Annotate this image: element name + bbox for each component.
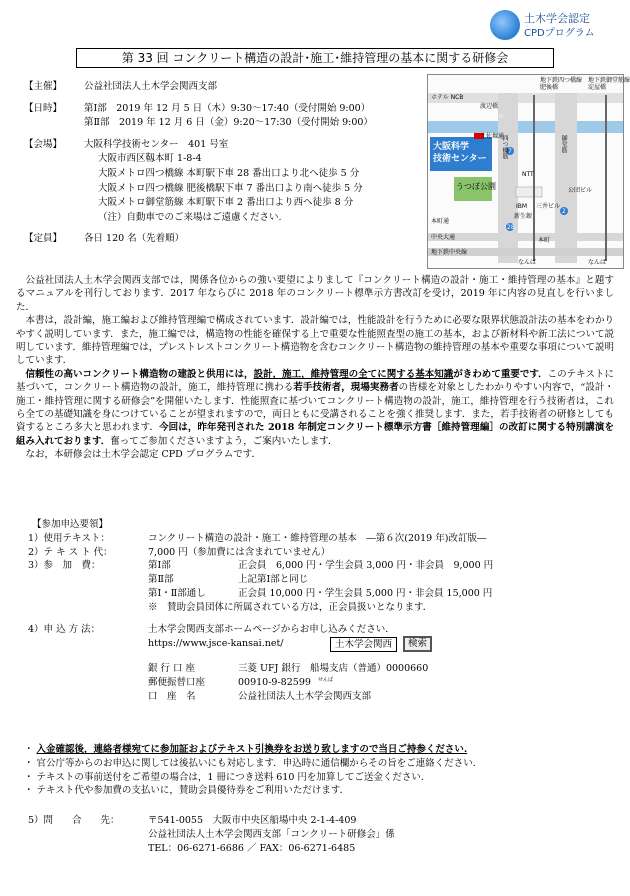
map-label: 大阪科学 <box>433 142 470 152</box>
map-label: 本町 <box>538 237 551 244</box>
event-info <box>24 80 424 247</box>
text-price-label: 2）テ キ ス ト 代： <box>28 546 113 558</box>
map-label: 新日鉄興和ビル <box>462 113 505 120</box>
venue4: 大阪メトロ四つ橋線 肥後橋駅下車 7 番出口より南へ徒歩 5 分 <box>98 182 363 194</box>
map-label: ホテル NCB <box>431 94 464 101</box>
text-value: コンクリート構造の設計・施工・維持管理の基本 ―第６次(2019 年)改訂版― <box>148 532 487 544</box>
map-label: 地下鉄四つ橋線 <box>540 77 583 84</box>
contact <box>28 814 618 855</box>
venue-label: 【会場】 <box>24 138 63 150</box>
page-title: 第 33 回 コンクリート構造の設計･施工･維持管理の基本に関する研修会 <box>76 48 554 68</box>
postal-value: 00910-9-82599 <box>238 677 311 689</box>
map-label: 御堂筋 <box>560 135 568 153</box>
p3-bold-e: 若手技術者，現場実務者 <box>293 382 399 394</box>
contact-address: 〒541-0055 大阪市中央区船場中央 2-1-4-409 <box>148 815 357 826</box>
notes <box>24 743 618 798</box>
fee-both: 第Ⅰ・Ⅱ部通し <box>148 587 206 599</box>
intro-text <box>16 274 614 462</box>
application-section <box>28 518 618 704</box>
map-label: NTT <box>522 171 534 178</box>
map-label: 地下鉄中央線 <box>431 249 468 256</box>
p3-underline: 設計，施工，維持管理の全てに関する基本知識 <box>253 368 454 380</box>
paragraph-2: 本書は，設計編，施工編および維持管理編で構成されています．設計編では，性能設計を行うために必要な限界状態設計法の基本をわかりやすく説明しています．また，施工編では，構造物の性能を確保する上で重要な性能照査型の施工の基本，および新材料や新工法について説明しています．維持管理編では，プレストレストコンクリート構造物を含むコンクリート構造物の維持管理の基本や重要な事項について説明しています． <box>16 315 614 367</box>
host-value: 公益社団法人土木学会関西支部 <box>84 81 218 92</box>
map-label: 2 <box>562 208 566 215</box>
venue2: 大阪市西区靱本町 1-8-4 <box>98 153 202 165</box>
map-label: なんば <box>588 259 607 266</box>
method-value: 土木学会関西支部ホームページからお申し込みください． <box>148 623 395 635</box>
venue5: 大阪メトロ御堂筋線 本町駅下車 2 番出口より西へ徒歩 8 分 <box>98 197 354 209</box>
p3-bold-a: 信頼性の高いコンクリート構造物の建設と供用には， <box>25 368 254 380</box>
map-label: 四つ橋筋 <box>501 135 509 159</box>
note-item: ・ テキストの事前送付をご希望の場合は，1 冊につき送料 610 円を加算してご送金ください． <box>24 771 431 783</box>
fee-label: 3）参 加 費： <box>28 560 101 572</box>
bank-value: 三菱 UFJ 銀行 船場支店（普通）0000660 <box>238 663 429 675</box>
logo-line1: 土木学会認定 <box>524 12 590 25</box>
text-label: 1）使用テキスト： <box>28 532 110 544</box>
account-name-label: 口 座 名 <box>148 690 196 702</box>
contact-label: 5）問 合 先： <box>28 815 120 826</box>
capacity-label: 【定員】 <box>24 233 63 245</box>
paragraph-1: 公益社団法人土木学会関西支部では，関係各位からの強い要望によりまして『コンクリート構造の設計・施工・維持管理の基本』と題するマニュアルを刊行しております．2017 年ならびに 2018 年のコンクリート標準示方書改訂を受け，2019 年に内容の見直しを行いました． <box>16 275 614 313</box>
p3-text-f: の皆様を対象としたわかりやすい内容で，“設計・施工・維持管理に関する研修会”を開催いたします．性能照査に基づいてコンクリート構造物の設計，施工，維持管理を行う技術者は，これら全ての基礎知識を身につけていることが望まれますので，両日ともに受講されることを強く推奨します．また，若手技術者の研修としても資するところ多大と思われます． <box>16 382 615 434</box>
fee-part1-value: 正会員 6,000 円・学生会員 3,000 円・非会員 9,000 円 <box>238 560 494 572</box>
account-name-value: 公益社団法人土木学会関西支部 <box>238 690 372 702</box>
map-label: 土佐堀通 <box>480 133 505 140</box>
map-label: 公団ビル <box>568 187 593 194</box>
website-link[interactable]: https://www.jsce-kansai.net/ <box>148 638 284 650</box>
fee-part2: 第Ⅱ部 <box>148 574 174 586</box>
paragraph-3 <box>16 368 614 448</box>
map-label: なんば <box>518 259 537 266</box>
fee-note: ※ 賛助会員団体に所属されている方は，正会員扱いとなります． <box>148 601 433 613</box>
p3-text-h: 奮ってご参加くださいますよう，ご案内いたします． <box>110 435 338 447</box>
map-label: 新生銀 <box>514 213 533 220</box>
search-button[interactable]: 検索 <box>403 636 432 652</box>
venue1: 大阪科学技術センター 401 号室 <box>84 138 229 150</box>
search-box[interactable]: 土木学会関西 <box>330 637 397 652</box>
p3-bold-g: 今回は，昨年発刊された 2018 年制定コンクリート標準示方書［維持管理編］の改訂に関する特別講演を組み入れております． <box>16 422 614 447</box>
cpd-logo <box>486 8 626 48</box>
logo-line2: CPDプログラム <box>524 28 595 39</box>
bank-ruby: せんば <box>318 677 334 683</box>
apply-header: 【参加申込要領】 <box>32 519 109 530</box>
fee-part1: 第Ⅰ部 <box>148 560 171 572</box>
paragraph-4: なお，本研修会は土木学会認定 CPD プログラムです． <box>25 449 261 461</box>
capacity-value: 各日 120 名（先着順） <box>84 233 185 245</box>
note-item: ・ テキスト代や参加費の支払いに，賛助会員優待券をご利用いただけます． <box>24 785 350 797</box>
fee-both-value: 正会員 10,000 円・学生会員 5,000 円・非会員 15,000 円 <box>238 587 493 599</box>
contact-org: 公益社団法人土木学会関西支部「コンクリート研修会」係 <box>148 828 395 840</box>
note-item: ・ 入金確認後，連絡者様宛てに参加証およびテキスト引換券をお送り致しますので当日ご持参ください. <box>24 744 468 755</box>
venue6: （注）自動車でのご来場はご遠慮ください. <box>98 211 282 223</box>
p3-text-d: このテキストに基づいて，コンクリート構造物の設計，施工，維持管理に携わる <box>16 368 614 394</box>
method-label: 4）申 込 方 法： <box>28 623 101 635</box>
fee-part2-value: 上記第Ⅰ部と同じ <box>238 574 309 586</box>
map-label: うつぼ公園 <box>456 182 496 191</box>
contact-phone: TEL：06-6271-6686 ／ FAX：06-6271-6485 <box>148 842 356 854</box>
note-item: ・ 官公庁等からのお申込に関しては後払いにも対応します．申込時に通信欄からその旨をご連絡ください． <box>24 757 483 769</box>
map-label: 本町通 <box>431 218 450 225</box>
text-price-value: 7,000 円（参加費には含まれていません） <box>148 546 331 558</box>
map-label: 肥後橋 <box>540 84 559 91</box>
host-label: 【主催】 <box>24 81 63 92</box>
bank-label: 銀 行 口 座 <box>148 663 196 675</box>
map-label: 地下鉄御堂筋線 <box>588 77 630 84</box>
venue3: 大阪メトロ四つ橋線 本町駅下車 28 番出口より北へ徒歩 5 分 <box>98 167 360 179</box>
access-map <box>427 74 630 269</box>
map-label: 中央大通 <box>431 234 456 241</box>
map-label: 淀屋橋 <box>588 84 607 91</box>
date1: 第Ⅰ部 2019 年 12 月 5 日（木）9:30～17:40（受付開始 9:00） <box>84 102 371 114</box>
date2: 第Ⅱ部 2019 年 12 月 6 日（金）9:20～17:30（受付開始 9:00） <box>84 117 373 129</box>
map-label: 三井ビル <box>536 203 561 210</box>
map-label: 28 <box>507 224 515 231</box>
p3-bold-c: がきわめて重要です． <box>453 368 548 380</box>
map-label: IBM <box>516 203 528 210</box>
postal-label: 郵便振替口座 <box>148 677 206 689</box>
map-label: 7 <box>508 148 512 155</box>
globe-icon <box>490 10 520 40</box>
map-label: 渡辺橋 <box>480 103 499 110</box>
map-label: 技術センター <box>433 154 487 164</box>
date-label: 【日時】 <box>24 102 63 114</box>
